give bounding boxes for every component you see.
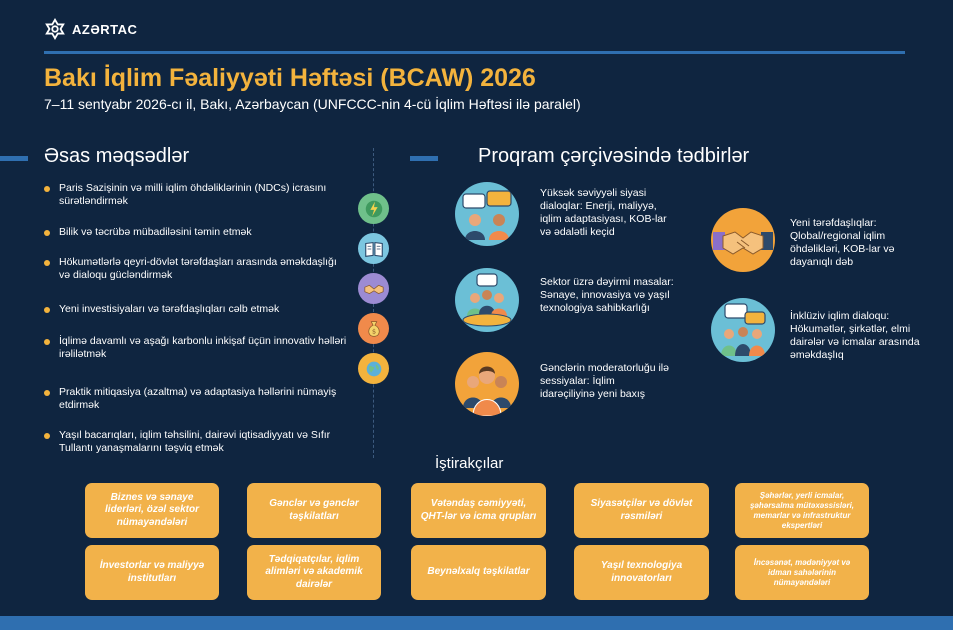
bullet-icon — [44, 186, 50, 192]
participant-box: Şəhərlər, yerli icmalar, şəhərsalma mütəxəssisləri, memarlar və infrastruktur ekspertləri — [735, 483, 869, 538]
round-table-icon — [455, 268, 519, 332]
dialogue-icon — [455, 182, 519, 246]
event-text: Gənclərin moderatorluğu ilə sessiyalar: İqlim idarəçiliyinə yeni baxış — [540, 362, 669, 400]
svg-text:$: $ — [371, 327, 376, 336]
goals-heading-bar — [0, 156, 28, 161]
event-text: Yeni tərəfdaşlıqlar: Qlobal/regional iqlim öhdəlikləri, KOB-lar və dayanıqlı dəb — [790, 217, 895, 268]
goals-heading: Əsas məqsədlər — [44, 145, 190, 167]
bullet-icon — [44, 307, 50, 313]
inclusive-dialogue-icon — [711, 298, 775, 362]
event-text: Sektor üzrə dəyirmi masalar: Sənaye, innovasiya və yaşıl texnologiya sahibkarlığı — [540, 276, 674, 314]
bullet-icon — [44, 230, 50, 236]
page-subtitle: 7–11 sentyabr 2026-cı il, Bakı, Azərbaycan (UNFCCC-nin 4-cü İqlim Həftəsi ilə paralel) — [44, 96, 581, 112]
partnership-handshake-icon — [711, 208, 775, 272]
participant-box: Tədqiqatçılar, iqlim alimləri və akademik dairələr — [247, 545, 381, 600]
bullet-icon — [44, 260, 50, 266]
events-heading: Proqram çərçivəsində tədbirlər — [478, 145, 750, 167]
event-text: Yüksək səviyyəli siyasi dialoqlar: Enerji, maliyyə, iqlim adaptasiyası, KOB-lar və ədalətli keçid — [540, 187, 667, 238]
participant-box: Yaşıl texnologiya innovatorları — [574, 545, 709, 600]
youth-icon — [455, 352, 519, 416]
goal-item: İqlimə davamlı və aşağı karbonlu inkişaf üçün innovativ həlləri irəlilətmək — [44, 335, 354, 361]
events-heading-bar — [410, 156, 438, 161]
participant-box: Beynəlxalq təşkilatlar — [411, 545, 546, 600]
handshake-icon — [358, 273, 389, 304]
goal-item: Hökumətlərlə qeyri-dövlət tərəfdaşları arasında əməkdaşlığı və dialoqu gücləndirmək — [44, 256, 344, 282]
book-icon — [358, 233, 389, 264]
footer-bar — [0, 616, 953, 630]
participant-box: Siyasətçilər və dövlət rəsmiləri — [574, 483, 709, 538]
participant-box: Biznes və sənaye liderləri, özəl sektor nümayəndələri — [85, 483, 219, 538]
participant-box: İnvestorlar və maliyyə institutları — [85, 545, 219, 600]
goal-item: Yaşıl bacarıqları, iqlim təhsilini, dairəvi iqtisadiyyatı və Sıfır Tullantı yanaşmalarını təşviq etmək — [44, 429, 364, 455]
goal-item: Yeni investisiyaları və tərəfdaşlıqları cəlb etmək — [44, 303, 344, 316]
bullet-icon — [44, 390, 50, 396]
participant-box: İncəsənət, mədəniyyət və idman sahələrinin nümayəndələri — [735, 545, 869, 600]
header-divider — [44, 51, 905, 54]
participant-box: Vətəndaş cəmiyyəti, QHT-lər və icma qrupları — [411, 483, 546, 538]
globe-icon — [358, 353, 389, 384]
page-title: Bakı İqlim Fəaliyyəti Həftəsi (BCAW) 2026 — [44, 64, 536, 92]
leaf-energy-icon — [358, 193, 389, 224]
brand-name: AZƏRTAC — [72, 21, 138, 37]
money-bag-icon — [358, 313, 389, 344]
goal-item: Bilik və təcrübə mübadiləsini təmin etmək — [44, 226, 344, 239]
event-text: İnklüziv iqlim dialoqu: Hökumətlər, şirkətlər, elmi dairələr və icmalar arasında əməkdaşlıq — [790, 310, 920, 361]
brand-logo — [44, 18, 137, 40]
azertac-logo-icon — [44, 18, 66, 40]
participants-heading: İştirakçılar — [435, 455, 504, 472]
participant-box: Gənclər və gənclər təşkilatları — [247, 483, 381, 538]
goal-item: Paris Sazişinin və milli iqlim öhdəliklərinin (NDCs) icrasını sürətləndirmək — [44, 182, 344, 208]
goal-item: Praktik mitiqasiya (azaltma) və adaptasiya həllərini nümayiş etdirmək — [44, 386, 344, 412]
bullet-icon — [44, 433, 50, 439]
bullet-icon — [44, 339, 50, 345]
